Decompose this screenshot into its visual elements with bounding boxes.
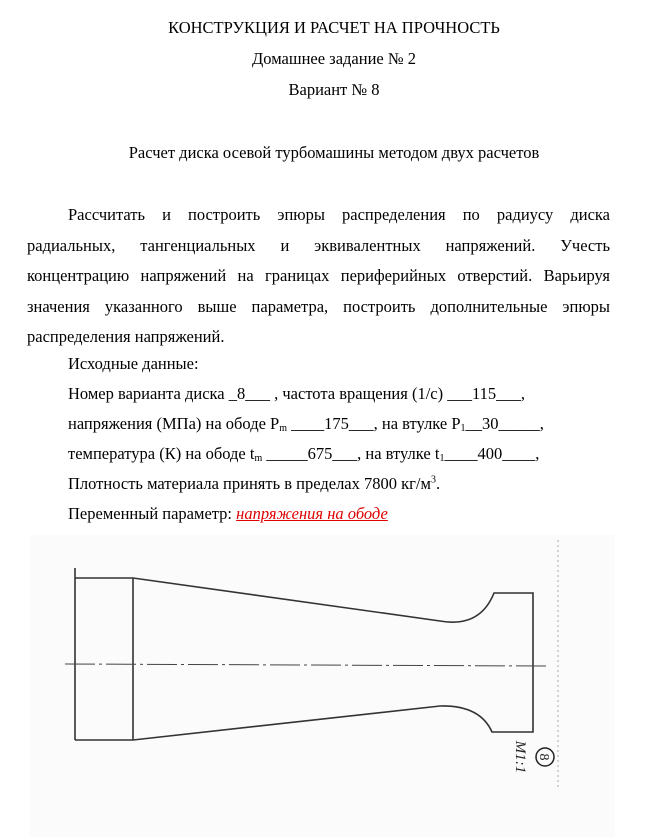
- subscript: m: [279, 423, 288, 434]
- subscript: m: [254, 453, 263, 464]
- text: ____400____,: [444, 444, 540, 463]
- variable-parameter: напряжения на ободе: [236, 504, 388, 523]
- text: Плотность материала принять в пределах 7800 кг/м: [68, 474, 431, 493]
- document-title: КОНСТРУКЦИЯ И РАСЧЕТ НА ПРОЧНОСТЬ: [168, 18, 500, 37]
- scan-background: [30, 535, 615, 837]
- text: _____675___, на втулке t: [262, 444, 440, 463]
- input-data-label: Исходные данные:: [68, 354, 199, 373]
- text: __30_____,: [465, 414, 544, 433]
- disk-variant-frequency: Номер варианта диска _8___ , частота вращения (1/с) ___115___,: [68, 384, 526, 403]
- subscript: 1: [439, 453, 445, 464]
- disk-drawing: [0, 535, 668, 837]
- text: напряжения (МПа) на ободе P: [68, 414, 280, 433]
- variant-number: Вариант № 8: [288, 80, 380, 99]
- text: температура (К) на ободе t: [68, 444, 255, 463]
- task-heading: Расчет диска осевой турбомашины методом двух расчетов: [128, 143, 540, 162]
- drawing-number: 8: [536, 753, 551, 761]
- text: .: [435, 474, 441, 493]
- task-text: Рассчитать и построить эпюры распределения по радиусу диска радиальных, тангенциальных и эквивалентных напряжений. Учесть концентрацию напряжений на границах периферийных отверстий. Варьируя значения указанного выше параметра, построить дополнительные эпюры распределения напряжений.: [27, 205, 610, 346]
- input-line-4: [68, 474, 440, 494]
- subscript: 1: [460, 423, 466, 434]
- text: ____175___, на втулке P: [287, 414, 461, 433]
- document-subtitle: Домашнее задание № 2: [252, 49, 416, 68]
- input-line-5: [68, 504, 388, 524]
- input-line-1: [68, 384, 525, 404]
- text: Переменный параметр:: [68, 504, 237, 523]
- input-line-3: [68, 444, 539, 464]
- input-line-2: [68, 414, 544, 434]
- superscript: 3: [430, 474, 436, 486]
- scale-label: М1:1: [512, 740, 528, 774]
- task-description: [27, 200, 610, 353]
